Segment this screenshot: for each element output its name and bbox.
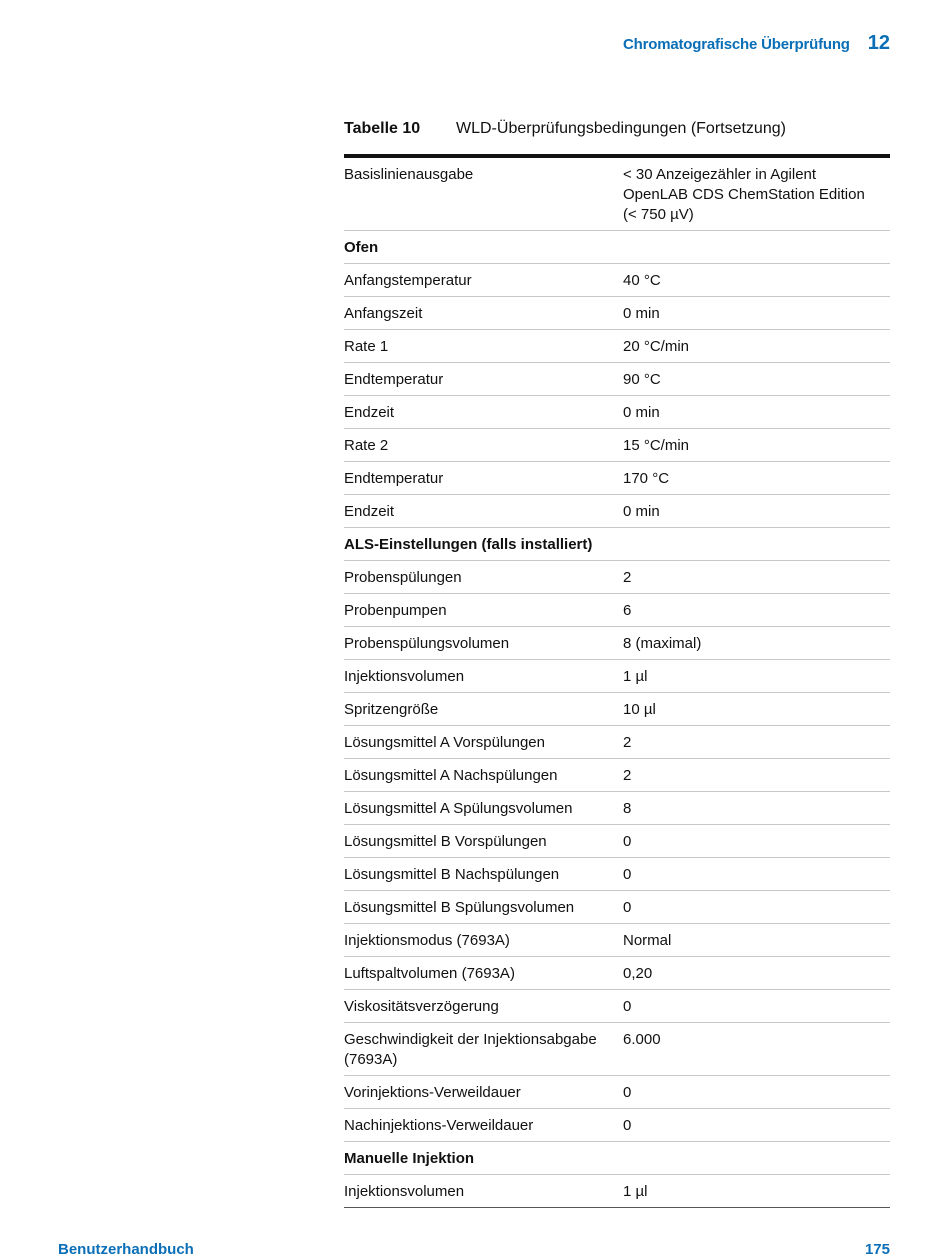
table-row [344,660,890,693]
parameter-name: Lösungsmittel B Spülungsvolumen [344,891,623,924]
table-row [344,1109,890,1142]
parameter-value [623,1142,890,1175]
parameter-name: Injektionsvolumen [344,1175,623,1208]
table-row [344,363,890,396]
table-row [344,396,890,429]
table-caption [344,120,786,138]
table-row [344,429,890,462]
table-row [344,924,890,957]
table-row [344,1175,890,1208]
parameter-name: Endzeit [344,396,623,429]
parameter-value: Normal [623,924,890,957]
parameter-value: 6.000 [623,1023,890,1076]
table-row [344,858,890,891]
parameter-value: 0 [623,990,890,1023]
running-header [623,32,890,55]
parameter-value: 0 min [623,396,890,429]
table-row [344,990,890,1023]
table-body [344,158,890,1208]
table-row [344,1076,890,1109]
parameter-value: 6 [623,594,890,627]
parameter-value: 90 °C [623,363,890,396]
footer-manual-title: Benutzerhandbuch [58,1241,194,1258]
parameter-name: Anfangszeit [344,297,623,330]
parameter-value: 0 min [623,495,890,528]
table-row [344,297,890,330]
conditions-table [344,154,890,1208]
table-row [344,891,890,924]
parameter-value: 0 [623,1076,890,1109]
parameter-name: Rate 1 [344,330,623,363]
parameter-value: < 30 Anzeigezähler in Agilent OpenLAB CDS ChemStation Edition (< 750 µV) [623,158,890,231]
parameter-name: Luftspaltvolumen (7693A) [344,957,623,990]
table-row [344,825,890,858]
parameter-value: 2 [623,759,890,792]
parameter-name: Probenspülungsvolumen [344,627,623,660]
section-heading: Manuelle Injektion [344,1142,623,1175]
parameter-value: 1 µl [623,1175,890,1208]
parameter-name: Injektionsvolumen [344,660,623,693]
parameter-value: 1 µl [623,660,890,693]
section-heading: ALS-Einstellungen (falls installiert) [344,528,623,561]
table-row [344,726,890,759]
parameter-name: Vorinjektions-Verweildauer [344,1076,623,1109]
parameter-name: Probenpumpen [344,594,623,627]
parameter-name: Geschwindigkeit der Injektionsabgabe (7693A) [344,1023,623,1076]
parameter-value: 0 [623,891,890,924]
table-row [344,462,890,495]
table-row [344,330,890,363]
parameter-value: 0 [623,858,890,891]
table-section-row [344,528,890,561]
parameter-name: Endtemperatur [344,462,623,495]
parameter-name: Rate 2 [344,429,623,462]
table-row [344,792,890,825]
table-row [344,495,890,528]
parameter-value: 2 [623,726,890,759]
table-row [344,594,890,627]
table-row [344,1023,890,1076]
table-section-row [344,1142,890,1175]
parameter-value: 10 µl [623,693,890,726]
table-row [344,957,890,990]
parameter-value: 40 °C [623,264,890,297]
parameter-name: Anfangstemperatur [344,264,623,297]
parameter-name: Lösungsmittel B Vorspülungen [344,825,623,858]
parameter-value: 0 [623,1109,890,1142]
page-number: 175 [864,1241,890,1258]
parameter-value: 8 [623,792,890,825]
chapter-number: 12 [867,32,890,54]
table-section-row [344,231,890,264]
table-row [344,158,890,231]
parameter-name: Lösungsmittel A Spülungsvolumen [344,792,623,825]
parameter-value: 0,20 [623,957,890,990]
parameter-name: Probenspülungen [344,561,623,594]
parameter-value: 170 °C [623,462,890,495]
parameter-value: 0 [623,825,890,858]
table-label: Tabelle 10 [344,120,421,137]
table-row [344,759,890,792]
parameter-value [623,231,890,264]
parameter-name: Lösungsmittel A Vorspülungen [344,726,623,759]
parameter-name: Endtemperatur [344,363,623,396]
parameter-value: 2 [623,561,890,594]
parameter-name: Nachinjektions-Verweildauer [344,1109,623,1142]
parameter-value: 20 °C/min [623,330,890,363]
parameter-name: Injektionsmodus (7693A) [344,924,623,957]
parameter-name: Endzeit [344,495,623,528]
parameter-name: Basislinienausgabe [344,158,623,231]
section-heading: Ofen [344,231,623,264]
parameter-name: Spritzengröße [344,693,623,726]
parameter-name: Lösungsmittel A Nachspülungen [344,759,623,792]
parameter-value: 15 °C/min [623,429,890,462]
parameter-value: 8 (maximal) [623,627,890,660]
table-row [344,561,890,594]
chapter-title: Chromatografische Überprüfung [623,36,850,53]
parameter-value: 0 min [623,297,890,330]
table-row [344,264,890,297]
parameter-name: Viskositätsverzögerung [344,990,623,1023]
parameter-name: Lösungsmittel B Nachspülungen [344,858,623,891]
table-row [344,627,890,660]
table-row [344,693,890,726]
table-title: WLD-Überprüfungsbedingungen (Fortsetzung) [456,120,786,137]
parameter-value [623,528,890,561]
